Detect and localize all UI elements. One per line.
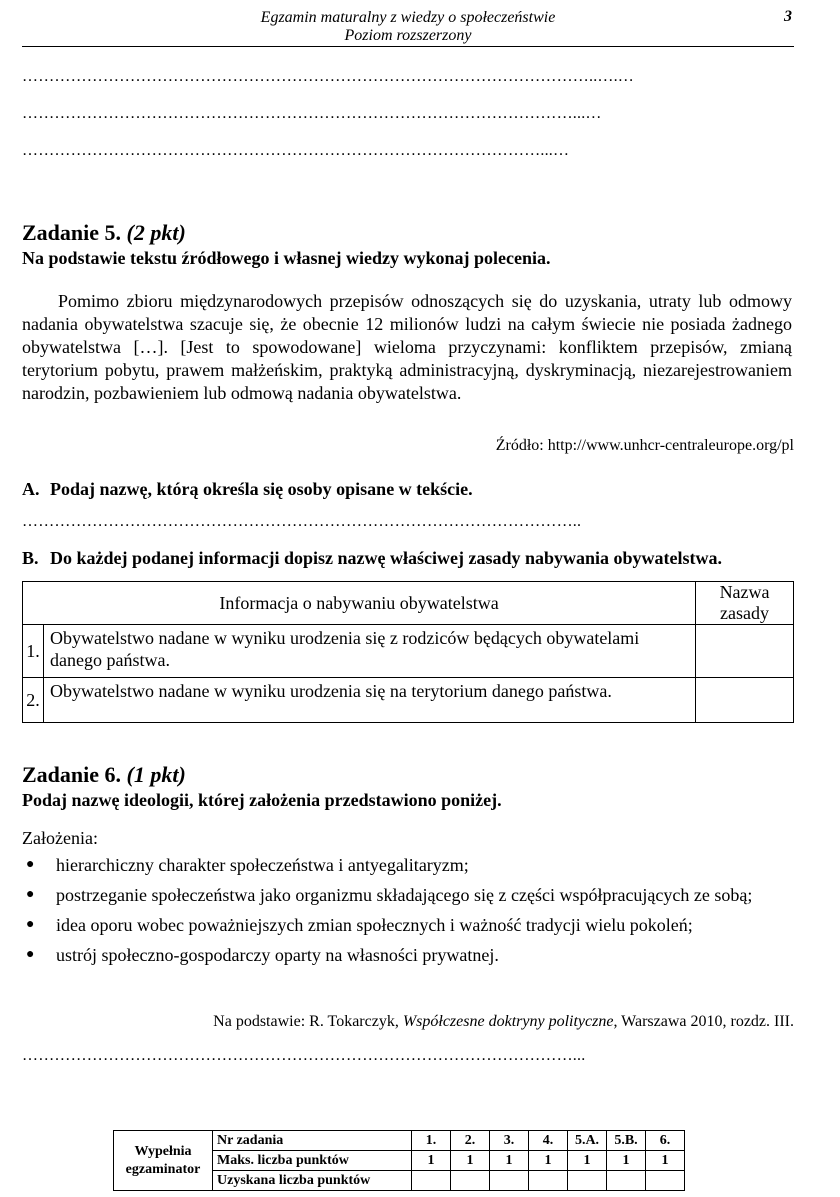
list-item <box>22 882 794 908</box>
task-number: 4. <box>529 1131 568 1151</box>
task-number: 5.B. <box>607 1131 646 1151</box>
obtained-points-cell[interactable] <box>490 1171 529 1191</box>
citation-book-title: Współczesne doktryny polityczne <box>402 1013 614 1030</box>
exam-title: Egzamin maturalny z wiedzy o społeczeństwie <box>260 9 556 26</box>
answer-line[interactable]: ……………………………………………………………………………………………..….… <box>22 68 634 85</box>
citation-prefix: Na podstawie: R. Tokarczyk, <box>213 1013 403 1030</box>
row-number: 1. <box>23 625 44 678</box>
list-item <box>22 912 794 938</box>
task6-source-citation <box>213 1013 794 1031</box>
list-item-text: hierarchiczny charakter społeczeństwa i antyegalitaryzm; <box>56 855 469 875</box>
max-points: 1 <box>607 1151 646 1171</box>
task6-title <box>22 762 186 788</box>
max-points: 1 <box>451 1151 490 1171</box>
task-number: 6. <box>646 1131 685 1151</box>
task6-points: (1 pkt) <box>126 762 186 787</box>
row-info: Obywatelstwo nadane w wyniku urodzenia się na terytorium danego państwa. <box>44 678 696 723</box>
list-item <box>22 942 794 968</box>
max-points: 1 <box>529 1151 568 1171</box>
task5a-text: Podaj nazwę, którą określa się osoby opisane w tekście. <box>50 479 473 499</box>
task5a-label: A. <box>22 479 40 499</box>
obtained-points-cell[interactable] <box>529 1171 568 1191</box>
max-points: 1 <box>568 1151 607 1171</box>
citizenship-table <box>22 581 794 723</box>
table-row <box>23 678 794 723</box>
list-item-text: ustrój społeczno-gospodarczy oparty na własności prywatnej. <box>56 945 499 965</box>
task5-source-citation: Źródło: http://www.unhcr-centraleurope.org/pl <box>495 437 794 454</box>
obtained-points-cell[interactable] <box>607 1171 646 1191</box>
table-row <box>23 625 794 678</box>
obtained-points-cell[interactable] <box>568 1171 607 1191</box>
bullet-icon: ● <box>26 947 35 962</box>
task6-instruction: Podaj nazwę ideologii, której założenia przedstawiono poniżej. <box>22 790 502 810</box>
citation-suffix: , Warszawa 2010, rozdz. III. <box>613 1013 794 1030</box>
bullet-icon: ● <box>26 857 35 872</box>
exam-level: Poziom rozszerzony <box>344 27 472 44</box>
task5-instruction: Na podstawie tekstu źródłowego i własnej wiedzy wykonaj polecenia. <box>22 248 551 268</box>
table-header-row <box>23 582 794 625</box>
row-label: Maks. liczba punktów <box>213 1151 412 1171</box>
score-table <box>113 1130 685 1191</box>
row-info: Obywatelstwo nadane w wyniku urodzenia się z rodziców będących obywatelami danego państwa. <box>44 625 696 678</box>
principle-answer-cell[interactable] <box>696 625 794 678</box>
task5a-answer-line[interactable]: ………………………………………………………………………………………….. <box>22 513 582 530</box>
task5-source-paragraph: Pomimo zbioru międzynarodowych przepisów odnoszących się do uzyskania, utraty lub odmowy nadania obywatelstwa szacuje się, że obecnie 12 milionów ludzi na całym świecie nie posiada żadnego obywatelstwa […]. [Jest to spowodowane] wieloma przyczynami: konfliktem przepisów, zmianą terytorium pobytu, prawem małżeńskim, praktyką administracyjną, dyskryminacją, niezarejestrowaniem narodzin, pozbawieniem lub odmową nadania obywatelstwa. <box>22 291 792 403</box>
assumptions-list <box>22 852 794 972</box>
task5-title <box>22 220 186 246</box>
task5-source-text <box>22 290 792 405</box>
task5-number: Zadanie 5. <box>22 220 122 245</box>
task5a-question <box>22 479 473 500</box>
info-column-header: Informacja o nabywaniu obywatelstwa <box>23 582 696 625</box>
obtained-points-cell[interactable] <box>646 1171 685 1191</box>
filled-by-line1: Wypełnia <box>134 1143 192 1159</box>
answer-line[interactable]: …………………………………………………………………………………………...… <box>22 105 602 122</box>
obtained-points-cell[interactable] <box>412 1171 451 1191</box>
max-points: 1 <box>490 1151 529 1171</box>
task5-points: (2 pkt) <box>126 220 186 245</box>
task6-number: Zadanie 6. <box>22 762 122 787</box>
task5b-label: B. <box>22 548 39 568</box>
bullet-icon: ● <box>26 887 35 902</box>
row-label: Uzyskana liczba punktów <box>213 1171 412 1191</box>
task6-answer-line[interactable]: …………………………………………………………………………………………... <box>22 1047 586 1064</box>
list-item-text: postrzeganie społeczeństwa jako organizmu składającego się z części współpracujących ze sobą; <box>56 885 753 905</box>
bullet-icon: ● <box>26 917 35 932</box>
row-label: Nr zadania <box>213 1131 412 1151</box>
task-number: 5.A. <box>568 1131 607 1151</box>
filled-by-line2: egzaminator <box>125 1161 201 1177</box>
task-number: 2. <box>451 1131 490 1151</box>
page-number: 3 <box>784 8 792 25</box>
assumptions-label: Założenia: <box>22 828 98 848</box>
task5b-question <box>22 548 722 569</box>
principle-column-header: Nazwa zasady <box>696 582 794 625</box>
score-row-task-numbers <box>114 1131 685 1151</box>
filled-by-cell <box>114 1131 213 1191</box>
task-number: 3. <box>490 1131 529 1151</box>
list-item <box>22 852 794 878</box>
list-item-text: idea oporu wobec poważniejszych zmian społecznych i ważność tradycji wielu pokoleń; <box>56 915 693 935</box>
max-points: 1 <box>412 1151 451 1171</box>
max-points: 1 <box>646 1151 685 1171</box>
task-number: 1. <box>412 1131 451 1151</box>
obtained-points-cell[interactable] <box>451 1171 490 1191</box>
page-header <box>22 6 794 47</box>
principle-answer-cell[interactable] <box>696 678 794 723</box>
task5b-text: Do każdej podanej informacji dopisz nazwę właściwej zasady nabywania obywatelstwa. <box>50 548 722 568</box>
answer-line[interactable]: ……………………………………………………………………………………...… <box>22 142 570 159</box>
row-number: 2. <box>23 678 44 723</box>
